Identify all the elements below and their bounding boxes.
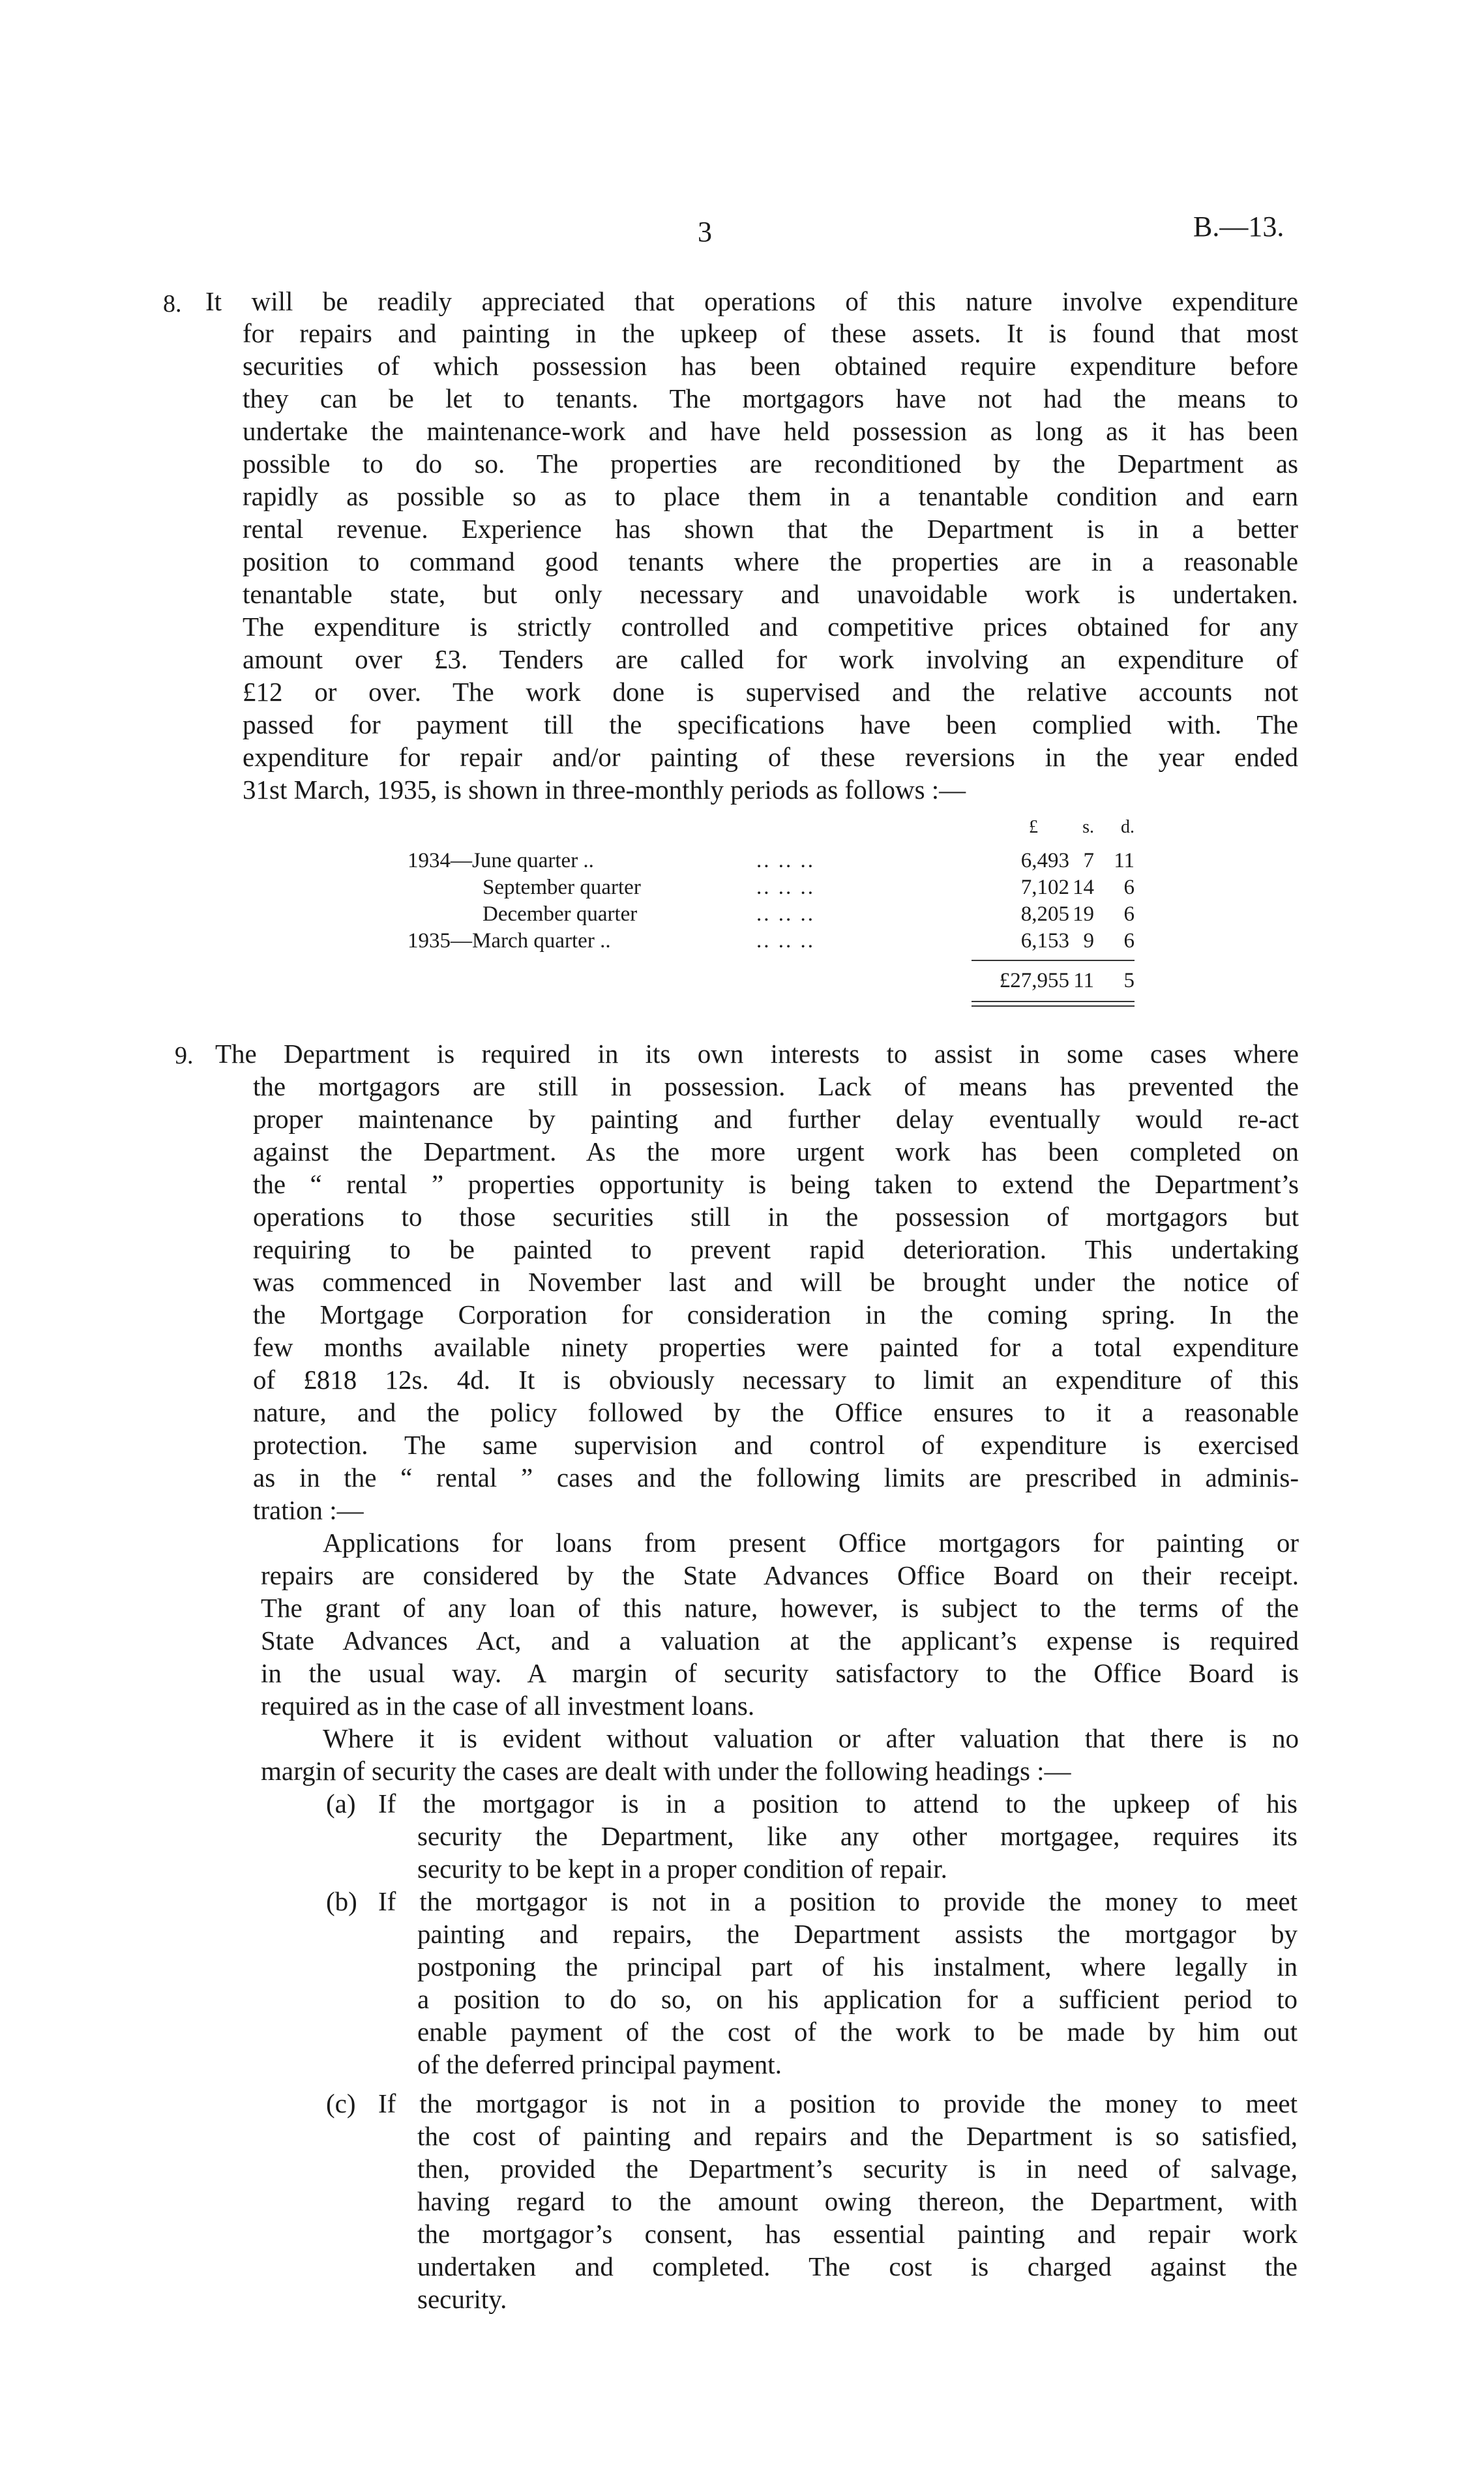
text-line: the mortgagor’s consent, has essential painting and repair work: [417, 2219, 1298, 2249]
row-pounds: 6,493: [1020, 849, 1069, 872]
text-line: against the Department. As the more urgent work has been completed on: [253, 1136, 1299, 1166]
text-line: security.: [417, 2284, 507, 2314]
text-line: painting and repairs, the Department assists the mortgagor by: [417, 1919, 1298, 1949]
row-shillings: 9: [1083, 929, 1094, 953]
item-marker: (a): [326, 1788, 356, 1818]
text-line: passed for payment till the specifications have been complied with. The: [243, 709, 1298, 739]
text-line: for repairs and painting in the upkeep of these assets. It is found that most: [243, 318, 1298, 348]
text-line: possible to do so. The properties are reconditioned by the Department as: [243, 449, 1298, 479]
total-pence: 5: [1123, 969, 1135, 992]
text-line: of the deferred principal payment.: [417, 2049, 782, 2079]
text-line: margin of security the cases are dealt with under the following headings :—: [261, 1756, 1071, 1786]
item-marker: (c): [326, 2088, 356, 2118]
text-line: security to be kept in a proper condition of repair.: [417, 1854, 947, 1884]
text-line: If the mortgagor is in a position to attend to the upkeep of his: [378, 1788, 1298, 1818]
text-line: security the Department, like any other mortgagee, requires its: [417, 1821, 1298, 1851]
row-leader: .. .. ..: [756, 849, 815, 872]
text-line: in the usual way. A margin of security satisfactory to the Office Board is: [261, 1658, 1299, 1688]
row-pounds: 8,205: [1020, 902, 1069, 926]
text-line: operations to those securities still in the possession of mortgagors but: [253, 1202, 1299, 1232]
text-line: enable payment of the cost of the work to be made by him out: [417, 2017, 1298, 2047]
text-line: repairs are considered by the State Advances Office Board on their receipt.: [261, 1560, 1299, 1590]
col-header-shillings: s.: [1082, 817, 1094, 837]
text-line: The grant of any loan of this nature, however, is subject to the terms of the: [261, 1593, 1299, 1623]
text-line: Applications for loans from present Office mortgagors for painting or: [323, 1528, 1299, 1558]
row-shillings: 7: [1083, 849, 1094, 872]
text-line: the mortgagors are still in possession. Lack of means has prevented the: [253, 1071, 1299, 1101]
text-line: If the mortgagor is not in a position to provide the money to meet: [378, 2088, 1298, 2118]
row-pence: 6: [1123, 876, 1135, 899]
row-label: September quarter: [482, 876, 641, 899]
col-header-pence: d.: [1121, 817, 1135, 837]
text-line: few months available ninety properties were painted for a total expenditure: [253, 1332, 1299, 1362]
text-line: undertaken and completed. The cost is charged against the: [417, 2251, 1298, 2281]
row-label: 1934—June quarter ..: [408, 849, 594, 872]
text-line: The Department is required in its own interests to assist in some cases where: [215, 1039, 1299, 1069]
text-line: required as in the case of all investment loans.: [261, 1691, 755, 1721]
text-line: was commenced in November last and will be brought under the notice of: [253, 1267, 1299, 1297]
text-line: postponing the principal part of his instalment, where legally in: [417, 1951, 1298, 1981]
text-line: It will be readily appreciated that operations of this nature involve expenditure: [205, 286, 1298, 316]
row-leader: .. .. ..: [756, 929, 815, 953]
total-double-rule: [972, 1001, 1135, 1007]
col-header-pounds: £: [1029, 817, 1038, 837]
text-line: as in the “ rental ” cases and the following limits are prescribed in adminis-: [253, 1462, 1299, 1492]
row-label: December quarter: [482, 902, 638, 926]
text-line: The expenditure is strictly controlled and competitive prices obtained for any: [243, 612, 1298, 642]
row-shillings: 14: [1073, 876, 1094, 899]
total-pounds: £27,955: [999, 969, 1069, 992]
text-line: the Mortgage Corporation for consideration in the coming spring. In the: [253, 1299, 1299, 1329]
text-line: protection. The same supervision and control of expenditure is exercised: [253, 1430, 1299, 1460]
total-shillings: 11: [1073, 969, 1094, 992]
text-line: rapidly as possible so as to place them in a tenantable condition and earn: [243, 481, 1298, 511]
text-line: amount over £3. Tenders are called for work involving an expenditure of: [243, 644, 1298, 674]
text-line: If the mortgagor is not in a position to provide the money to meet: [378, 1886, 1298, 1916]
row-shillings: 19: [1073, 902, 1094, 926]
text-line: rental revenue. Experience has shown that the Department is in a better: [243, 514, 1298, 544]
text-line: of £818 12s. 4d. It is obviously necessary to limit an expenditure of this: [253, 1365, 1299, 1395]
item-marker: (b): [326, 1886, 357, 1916]
text-line: 31st March, 1935, is shown in three-monthly periods as follows :—: [243, 775, 966, 805]
subtotal-rule: [972, 960, 1135, 961]
row-pounds: 6,153: [1020, 929, 1069, 953]
row-label: 1935—March quarter ..: [408, 929, 611, 953]
text-line: position to command good tenants where the properties are in a reasonable: [243, 546, 1298, 576]
text-line: undertake the maintenance-work and have held possession as long as it has been: [243, 416, 1298, 446]
text-line: having regard to the amount owing thereon, the Department, with: [417, 2186, 1298, 2216]
text-line: State Advances Act, and a valuation at the applicant’s expense is required: [261, 1625, 1299, 1655]
text-line: securities of which possession has been obtained require expenditure before: [243, 351, 1298, 381]
text-line: £12 or over. The work done is supervised and the relative accounts not: [243, 677, 1298, 707]
row-leader: .. .. ..: [756, 876, 815, 899]
row-pence: 11: [1114, 849, 1135, 872]
text-line: expenditure for repair and/or painting of these reversions in the year ended: [243, 742, 1298, 772]
text-line: nature, and the policy followed by the Office ensures to it a reasonable: [253, 1397, 1299, 1427]
page-number: 3: [698, 216, 712, 248]
text-line: the cost of painting and repairs and the Department is so satisfied,: [417, 2121, 1298, 2151]
paragraph-number: 9.: [175, 1042, 194, 1069]
report-code: B.—13.: [1193, 211, 1284, 243]
text-line: tenantable state, but only necessary and unavoidable work is undertaken.: [243, 579, 1298, 609]
text-line: Where it is evident without valuation or after valuation that there is no: [323, 1723, 1299, 1753]
text-line: proper maintenance by painting and further delay eventually would re-act: [253, 1104, 1299, 1134]
text-line: a position to do so, on his application for a sufficient period to: [417, 1984, 1298, 2014]
text-line: requiring to be painted to prevent rapid deterioration. This undertaking: [253, 1234, 1299, 1264]
row-pounds: 7,102: [1020, 876, 1069, 899]
text-line: tration :—: [253, 1495, 364, 1525]
text-line: then, provided the Department’s security is in need of salvage,: [417, 2154, 1298, 2184]
row-pence: 6: [1123, 929, 1135, 953]
row-leader: .. .. ..: [756, 902, 815, 926]
row-pence: 6: [1123, 902, 1135, 926]
text-line: they can be let to tenants. The mortgagors have not had the means to: [243, 383, 1298, 413]
paragraph-number: 8.: [163, 290, 182, 318]
text-line: the “ rental ” properties opportunity is being taken to extend the Department’s: [253, 1169, 1299, 1199]
